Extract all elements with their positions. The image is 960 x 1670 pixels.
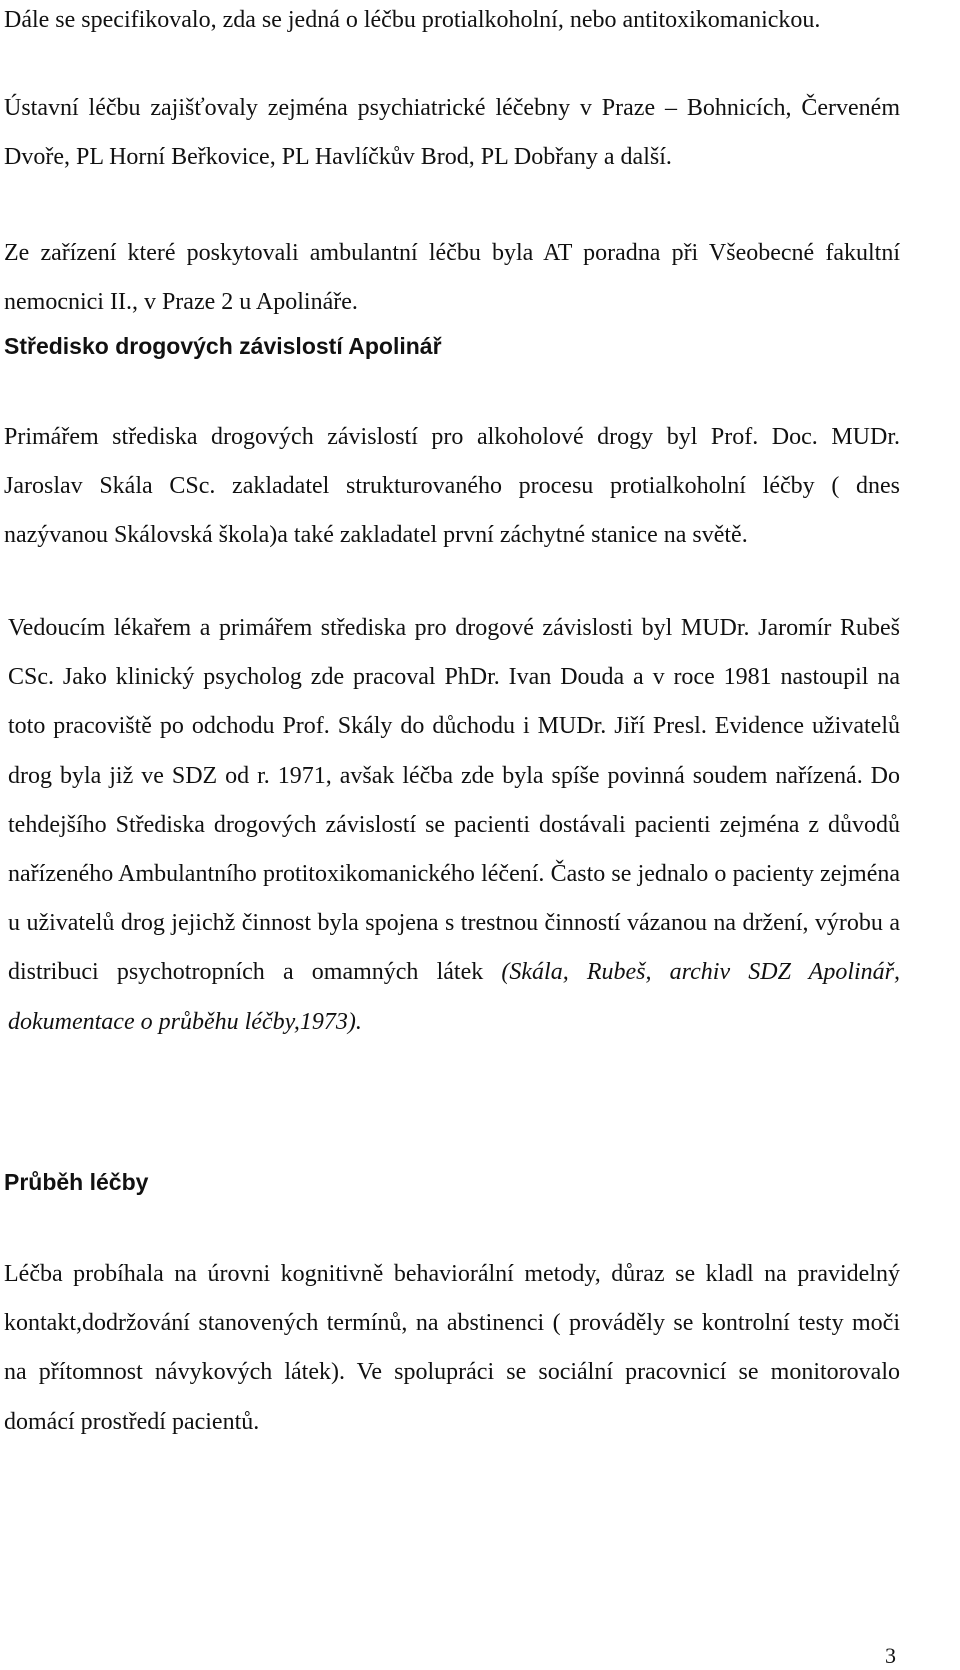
paragraph-outpatient-care: Ze zařízení které poskytovali ambulantní léčbu byla AT poradna při Všeobecné fakultní nemocnici II., v Praze 2 u Apolináře. (4, 240, 900, 316)
citation: (Skála, Rubeš, archiv SDZ Apolinář, dokumentace o průběhu léčby,1973). (8, 959, 901, 1035)
paragraph-treatment-type: Dále se specifikovalo, zda se jedná o léčbu protialkoholní, nebo antitoxikomanickou. (4, 7, 821, 33)
page-number: 3 (885, 1643, 896, 1668)
paragraph-leading-physician (8, 604, 900, 1047)
paragraph-institutional-care: Ústavní léčbu zajišťovaly zejména psychiatrické léčebny v Praze – Bohnicích, Červeném Dvoře, PL Horní Beřkovice, PL Havlíčkův Brod, PL Dobřany a další. (4, 95, 900, 171)
paragraph-treatment-method: Léčba probíhala na úrovni kognitivně behaviorální metody, důraz se kladl na pravidelný kontakt,dodržování stanovených termínů, na abstinenci ( prováděly se kontrolní testy moči na přítomnost návykových látek). Ve spolupráci se sociální pracovnicí se monitorovalo domácí prostředí pacientů. (4, 1261, 900, 1435)
paragraph-head-physician: Primářem střediska drogových závislostí pro alkoholové drogy byl Prof. Doc. MUDr. Jaroslav Skála CSc. zakladatel strukturovaného procesu protialkoholní léčby ( dnes nazývanou Skálovská škola)a také zakladatel první záchytné stanice na světě. (4, 424, 900, 549)
section-heading-treatment-course: Průběh léčby (4, 1169, 149, 1195)
section-heading-apolinar: Středisko drogových závislostí Apolinář (4, 333, 442, 359)
paragraph-leading-physician-text: Vedoucím lékařem a primářem střediska pro drogové závislosti byl MUDr. Jaromír Rubeš CSc. Jako klinický psycholog zde pracoval PhDr. Ivan Douda a v roce 1981 nastoupil na toto pracoviště po odchodu Prof. Skály do důchodu i MUDr. Jiří Presl. Evidence uživatelů drog byla již ve SDZ od r. 1971, avšak léčba zde byla spíše povinná soudem nařízená. Do tehdejšího Střediska drogových závislostí se pacienti dostávali pacienti zejména z důvodů nařízeného Ambulantního protitoxikomanického léčení. Často se jednalo o pacienty zejména u uživatelů drog jejichž činnost byla spojena s trestnou činností vázanou na držení, výrobu a distribuci psychotropních a omamných látek (8, 615, 900, 986)
